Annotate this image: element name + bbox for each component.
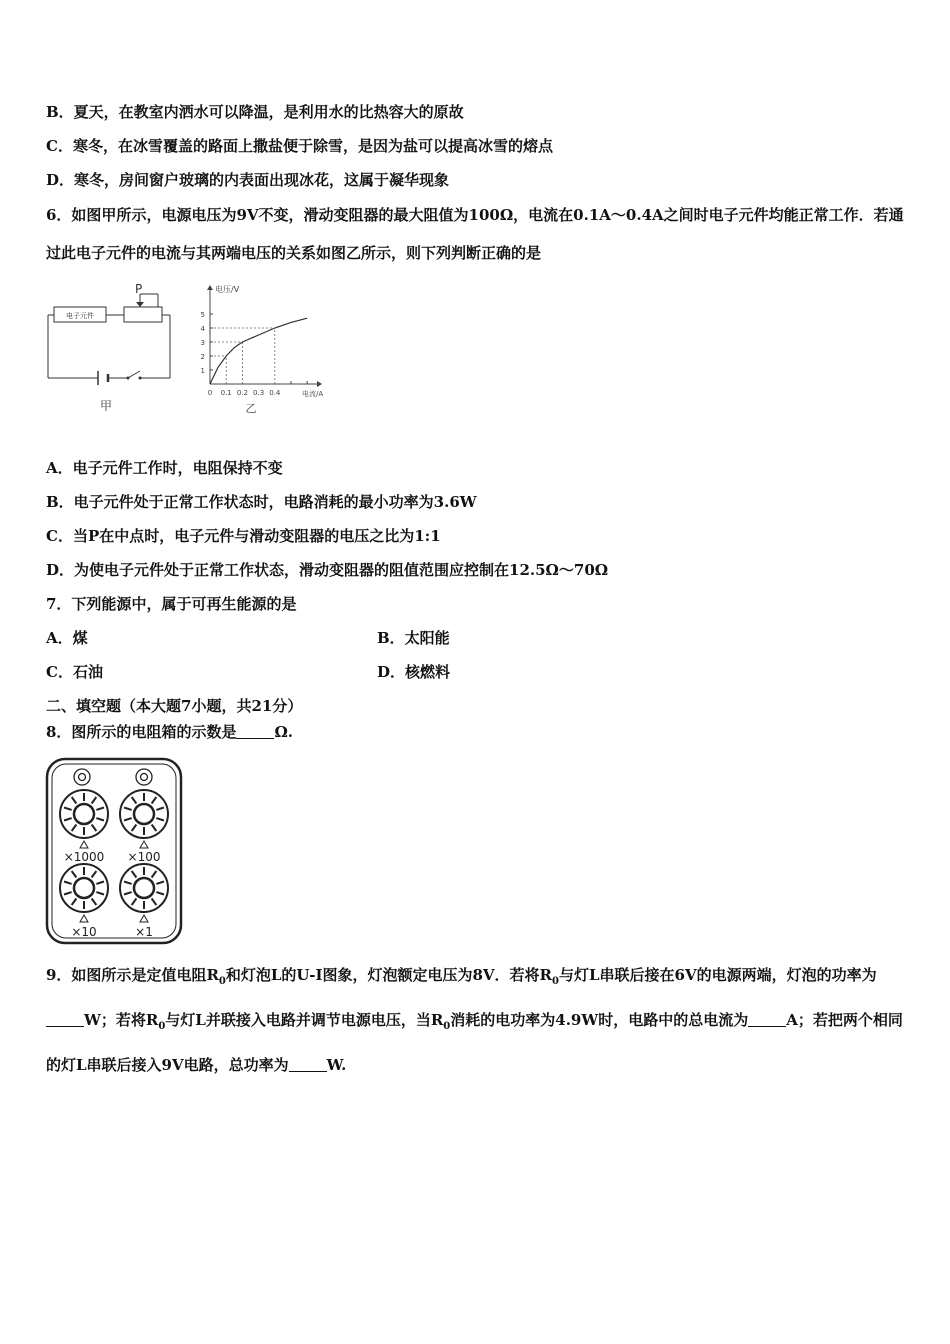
q7-option-d: D．核燃料: [377, 663, 451, 681]
q7-option-b: B．太阳能: [377, 629, 450, 647]
x-tick-label: 0: [207, 389, 213, 397]
q9-text-1: 9．如图所示是定值电阻R: [46, 966, 219, 984]
figure-b-caption: 乙: [245, 402, 257, 415]
x-tick-label: 0.2: [236, 389, 248, 397]
r0-subscript: 0: [552, 976, 559, 987]
answer-blank-1: [46, 1012, 84, 1027]
x-tick-label: 0.4: [269, 389, 281, 397]
dial-label-100: ×100: [127, 850, 161, 864]
q6-option-c: C．当P在中点时，电子元件与滑动变阻器的电压之比为1:1: [46, 527, 441, 545]
y-axis-arrow-icon: [207, 285, 213, 290]
q6-option-b: B．电子元件处于正常工作状态时，电路消耗的最小功率为3.6W: [46, 493, 477, 511]
q8-stem-text: 8．图所示的电阻箱的示数是: [46, 723, 237, 741]
r0-subscript: 0: [443, 1021, 451, 1032]
rheostat-box: [124, 307, 162, 322]
dial-label-1000: ×1000: [63, 850, 105, 864]
graph-ylabel: 电压/V: [215, 285, 240, 294]
q7-stem: 7．下列能源中，属于可再生能源的是: [46, 595, 297, 613]
q5-option-d: D．寒冬，房间窗户玻璃的内表面出现冰花，这属于凝华现象: [46, 171, 450, 189]
q6-circuit-figure: [40, 280, 180, 415]
r0-subscript: 0: [218, 976, 226, 987]
answer-blank-2: [748, 1012, 786, 1027]
q6-ui-graph: [195, 280, 335, 420]
x-tick-label: 0.3: [253, 389, 265, 397]
q6-option-a: A．电子元件工作时，电阻保持不变: [46, 459, 283, 477]
y-tick-label: 2: [200, 353, 205, 361]
q9-text-2: 和灯泡L的U-I图象，灯泡额定电压为8V．若将R: [225, 966, 553, 984]
q9-stem: [46, 956, 904, 1084]
graph-xlabel: 电流/A: [302, 390, 324, 398]
answer-blank: [236, 724, 274, 739]
q9-text-4: W；若将R: [84, 1011, 159, 1029]
q8-stem: [46, 722, 293, 742]
y-tick-label: 4: [200, 325, 205, 333]
q6-stem: 6．如图甲所示，电源电压为9V不变，滑动变阻器的最大阻值为100Ω，电流在0.1A～0.4A之间时电子元件均能正常工作．若通过此电子元件的电流与其两端电压的关系如图乙所示，则下列判断正确的是: [46, 206, 904, 262]
section-title: 二、填空题（本大题7小题，共21分）: [46, 697, 303, 715]
q8-stem-unit: Ω.: [274, 723, 294, 741]
figure-a-caption: 甲: [99, 399, 113, 413]
q9-text-6: 消耗的电功率为4.9W时，电路中的总电流为: [450, 1011, 749, 1029]
q7-option-a: A．煤: [46, 629, 88, 647]
y-tick-label: 3: [200, 339, 205, 347]
r0-subscript: 0: [158, 1021, 166, 1032]
q9-text-5: 与灯L并联接入电路并调节电源电压，当R: [165, 1011, 444, 1029]
q9-text-3: 与灯L串联后接在6V的电源两端，灯泡的功率为: [559, 966, 877, 984]
x-axis-arrow-icon: [317, 381, 322, 387]
q5-option-b: B．夏天，在教室内洒水可以降温，是利用水的比热容大的原故: [46, 103, 464, 121]
slider-label: P: [135, 282, 143, 296]
x-tick-label: 0.1: [220, 389, 232, 397]
resistance-box-figure: [44, 756, 186, 948]
q9-text-7: A；若把两个相同的灯L串联后接入9V电路，总功率为: [46, 1011, 903, 1074]
component-label: 电子元件: [66, 312, 94, 320]
dial-label-1: ×1: [135, 925, 153, 939]
y-tick-label: 1: [200, 367, 205, 375]
switch-icon: [128, 371, 140, 378]
q5-option-c: C．寒冬，在冰雪覆盖的路面上撒盐便于除雪，是因为盐可以提高冰雪的熔点: [46, 137, 553, 155]
dial-label-10: ×10: [71, 925, 97, 939]
slider-arrow-icon: [136, 302, 144, 307]
q9-text-8: W.: [326, 1056, 347, 1074]
y-tick-label: 5: [200, 311, 205, 319]
q7-option-c: C．石油: [46, 663, 103, 681]
q6-option-d: D．为使电子元件处于正常工作状态，滑动变阻器的阻值范围应控制在12.5Ω～70Ω: [46, 561, 609, 579]
answer-blank-3: [289, 1057, 327, 1072]
